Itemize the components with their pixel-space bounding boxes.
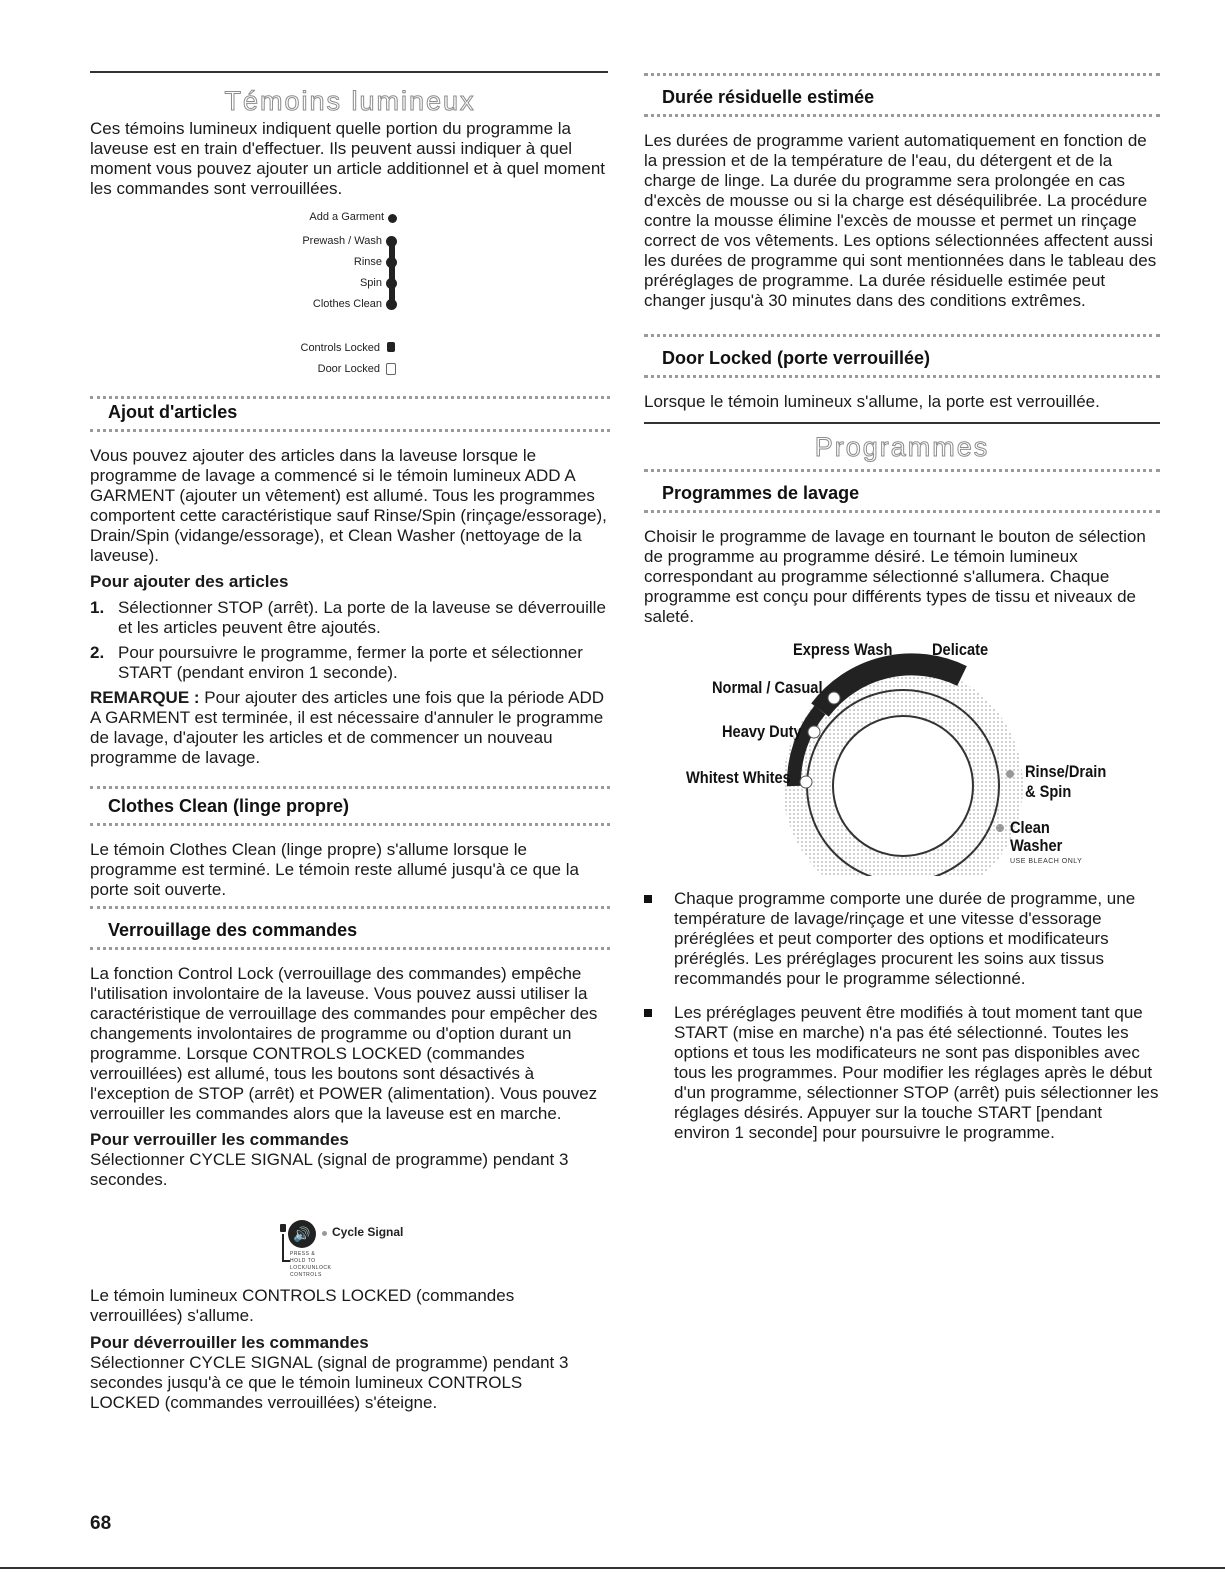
add-garment-light-icon <box>388 214 397 223</box>
dial-center <box>833 716 973 856</box>
cycle-signal-light-icon <box>322 1231 327 1236</box>
whitest-whites-light-icon <box>800 776 812 788</box>
spin-light-icon <box>386 278 397 289</box>
programmes-heading: Programmes de lavage <box>662 483 860 503</box>
programmes-section <box>644 432 1160 627</box>
lock-result: Le témoin lumineux CONTROLS LOCKED (commandes verrouillées) s'allume. <box>90 1286 515 1325</box>
ajout-note <box>90 688 610 768</box>
controls-locked-label: Controls Locked <box>300 342 380 354</box>
top-rule-right <box>644 73 1160 76</box>
note-text: Pour ajouter des articles une fois que la période ADD A GARMENT est terminée, il est nécessaire d'annuler le programme de lavage, d'ajouter les articles et de commencer un nouveau programme de lavage. <box>90 688 605 767</box>
door-locked-body: Lorsque le témoin lumineux s'allume, la porte est verrouillée. <box>644 392 1100 411</box>
duree-body: Les durées de programme varient automatiquement en fonction de la pression et de la température de l'eau, du détergent et de la charge de linge. La durée du programme sera prolongée en cas d'excès de mousse ou si la charge est déséquilibrée. La procédure contre la mousse élimine l'excès de mousse et permet un rinçage correct de vos vêtements. Les options sélectionnées affectent aussi les durées de programme qui sont mentionnées dans le tableau des préréglages de programme. La durée résiduelle estimée peut changer jusqu'à 30 minutes dans des conditions extrêmes. <box>644 131 1157 310</box>
list-item <box>90 643 610 683</box>
page-number: 68 <box>90 1513 112 1534</box>
lock-icon <box>387 342 395 352</box>
door-locked-section <box>644 334 1160 412</box>
clothes-clean-heading: Clothes Clean (linge propre) <box>108 796 350 816</box>
divider <box>644 114 1160 117</box>
unlock-body: Sélectionner CYCLE SIGNAL (signal de programme) pendant 3 secondes jusqu'à ce que le témoin lumineux CONTROLS LOCKED (commandes verrouillées) s'éteigne. <box>90 1353 569 1412</box>
door-locked-label: Door Locked <box>317 363 380 375</box>
divider <box>644 375 1160 378</box>
list-item <box>644 1003 1160 1143</box>
indicator-lights-figure <box>270 208 470 378</box>
light-label-prewash: Prewash / Wash <box>302 235 382 247</box>
programmes-body: Choisir le programme de lavage en tournant le bouton de sélection de programme au programme désiré. Le témoin lumineux correspondant au programme sélectionné s'allumera. Chaque programme est conçu pour différents types de tissu et niveaux de saleté. <box>644 527 1146 626</box>
program-dial-figure <box>680 636 1160 876</box>
door-locked-heading: Door Locked (porte verrouillée) <box>662 348 931 368</box>
light-label-spin: Spin <box>359 277 382 289</box>
clothes-clean-section <box>90 786 610 900</box>
duree-heading: Durée résiduelle estimée <box>662 87 875 107</box>
divider <box>90 429 610 432</box>
list-item <box>644 889 1160 989</box>
cycle-signal-label: Cycle Signal <box>332 1225 404 1239</box>
rinse-drain-light-icon <box>1006 770 1014 778</box>
lock-heading: Pour verrouiller les commandes <box>90 1130 349 1149</box>
use-bleach-note: USE BLEACH ONLY <box>1010 858 1083 865</box>
unlock-heading: Pour déverrouiller les commandes <box>90 1333 369 1352</box>
clothes-clean-light-icon <box>386 299 397 310</box>
clean-washer-light-icon <box>996 824 1004 832</box>
step-text: Sélectionner STOP (arrêt). La porte de la laveuse se déverrouille et les articles peuvent être ajoutés. <box>118 598 606 637</box>
lock-unlock-texts <box>90 1286 610 1413</box>
temoins-title: Témoins lumineux <box>224 86 476 116</box>
program-dial <box>680 636 1160 876</box>
bullet-icon <box>644 1009 652 1017</box>
dial-label-whitest-whites: Whitest Whites <box>686 768 791 787</box>
dial-label-and-spin: & Spin <box>1025 782 1072 801</box>
duree-section <box>644 84 1160 311</box>
bullet-icon <box>644 895 652 903</box>
normal-light-icon <box>828 692 840 704</box>
dial-label-washer: Washer <box>1010 836 1063 855</box>
top-rule-left <box>90 71 608 73</box>
prewash-light-icon <box>386 236 397 247</box>
programmes-title: Programmes <box>814 432 990 462</box>
cycle-signal-button-icon: 🔊 <box>288 1220 316 1248</box>
temoins-section <box>90 86 610 199</box>
ajout-steps <box>90 598 610 683</box>
programmes-top-rule <box>644 422 1160 424</box>
step-number: 2. <box>90 643 105 662</box>
divider <box>644 510 1160 513</box>
step-number: 1. <box>90 598 105 617</box>
press-hold-label: PRESS & HOLD TO LOCK/UNLOCK CONTROLS <box>290 1251 332 1278</box>
progress-bar-icon <box>389 238 395 308</box>
clothes-clean-body: Le témoin Clothes Clean (linge propre) s'allume lorsque le programme est terminé. Le témoin reste allumé jusqu'à ce que la porte soit ouverte. <box>90 840 579 899</box>
dial-label-normal-casual: Normal / Casual <box>712 678 823 697</box>
divider <box>90 823 610 826</box>
light-label-clothes-clean: Clothes Clean <box>312 298 382 310</box>
bullet-text: Les préréglages peuvent être modifiés à tout moment tant que START (mise en marche) n'a pas été sélectionné. Toutes les options et tous les modificateurs ne sont pas disponibles avec tous les programmes. Pour modifier les réglages après le début d'un programme, sélectionner STOP (arrêt) puis sélectionner les réglages désirés. Appuyer sur la touche START [pendant environ 1 seconde] pour poursuivre le programme. <box>674 1003 1159 1142</box>
ajout-body: Vous pouvez ajouter des articles dans la laveuse lorsque le programme de lavage a commencé si le témoin lumineux ADD A GARMENT (ajouter un vêtement) est allumé. Tous les programmes comportent cette caractéristique sauf Rinse/Spin (rinçage/essorage), Drain/Spin (vidange/essorage), et Clean Washer (nettoyage de la laveuse). <box>90 446 607 565</box>
light-label-rinse: Rinse <box>353 256 382 268</box>
verrouillage-heading: Verrouillage des commandes <box>108 920 358 940</box>
list-item <box>90 598 610 638</box>
note-label: REMARQUE : <box>90 688 200 707</box>
step-text: Pour poursuivre le programme, fermer la porte et sélectionner START (pendant environ 1 seconde). <box>118 643 583 682</box>
lock-icon <box>280 1224 286 1232</box>
rinse-light-icon <box>386 257 397 268</box>
verrouillage-section <box>90 906 610 1190</box>
dial-label-delicate: Delicate <box>932 640 989 659</box>
dial-label-clean: Clean <box>1010 818 1050 837</box>
bottom-rule <box>0 1567 1225 1569</box>
divider <box>90 947 610 950</box>
verrouillage-body: La fonction Control Lock (verrouillage des commandes) empêche l'utilisation involontaire de la laveuse. Vous pouvez aussi utiliser la caractéristique de verrouillage des commandes pour empêcher des changements involontaires de programme ou d'option durant un programme. Lorsque CONTROLS LOCKED (commandes verrouillées) est allumé, tous les boutons sont désactivés à l'exception de STOP (arrêt) et POWER (alimentation). Vous pouvez verrouiller les commandes alors que la laveuse est en marche. <box>90 964 598 1123</box>
temoins-intro: Ces témoins lumineux indiquent quelle portion du programme la laveuse est en train d'effectuer. Ils peuvent aussi indiquer à quel moment vous pouvez ajouter un article additionnel et à quel moment les commandes sont verrouillées. <box>90 119 606 198</box>
dial-label-rinse-drain: Rinse/Drain <box>1025 762 1107 781</box>
ajout-subheading: Pour ajouter des articles <box>90 572 289 591</box>
delicate-light-icon <box>944 662 956 674</box>
heavy-duty-light-icon <box>808 726 820 738</box>
bullet-text: Chaque programme comporte une durée de programme, une température de lavage/rinçage et une vitesse d'essorage préréglées et peut comporter des options et modificateurs préréglés. Les préréglages procurent les soins aux tissus recommandés pour le programme sélectionné. <box>674 889 1136 988</box>
dial-label-heavy-duty: Heavy Duty <box>722 722 802 741</box>
light-label-add-garment: Add a Garment <box>309 211 384 223</box>
door-lock-icon <box>386 363 396 375</box>
cycle-signal-figure <box>280 1220 520 1278</box>
ajout-section <box>90 396 610 768</box>
lock-body: Sélectionner CYCLE SIGNAL (signal de programme) pendant 3 secondes. <box>90 1150 569 1189</box>
programmes-bullets <box>644 889 1160 1143</box>
dial-label-express-wash: Express Wash <box>793 640 893 659</box>
ajout-heading: Ajout d'articles <box>108 402 238 422</box>
